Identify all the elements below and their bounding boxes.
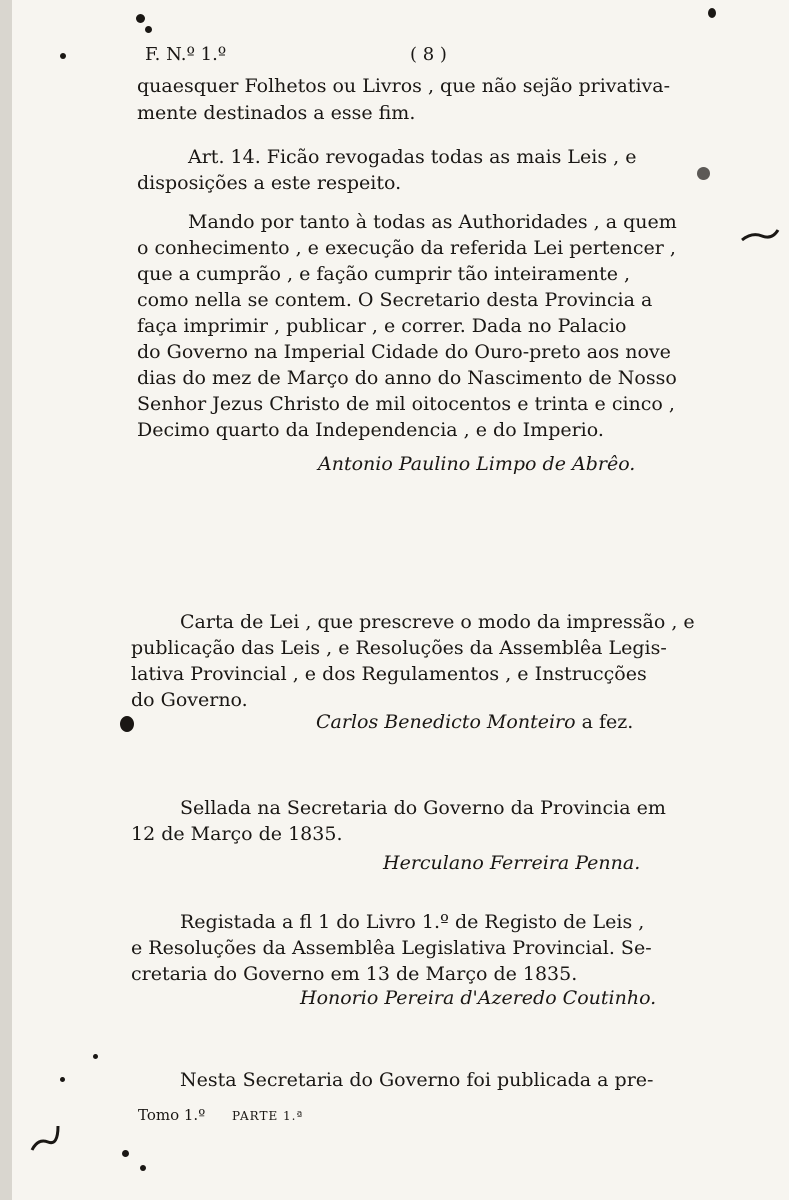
intro-line-1: quaesquer Folhetos ou Livros , que não sejão privativa- xyxy=(137,75,671,97)
mando-line-5: faça imprimir , publicar , e correr. Dada no Palacio xyxy=(137,315,627,337)
carta-line-1: Carta de Lei , que prescreve o modo da impressão , e xyxy=(180,611,695,633)
page-number: ( 8 ) xyxy=(410,44,447,65)
art14-line-2: disposições a este respeito. xyxy=(137,172,402,194)
mando-line-4: como nella se contem. O Secretario desta Provincia a xyxy=(137,289,653,311)
ink-spot xyxy=(136,14,145,23)
carta-line-2: publicação das Leis , e Resoluções da Assemblêa Legis- xyxy=(131,637,667,659)
ink-spot xyxy=(697,167,710,180)
intro-line-2: mente destinados a esse fim. xyxy=(137,102,416,124)
signature-antonio: Antonio Paulino Limpo de Abrêo. xyxy=(318,453,636,475)
ink-spot xyxy=(60,1077,65,1082)
nesta-line: Nesta Secretaria do Governo foi publicada a pre- xyxy=(180,1069,654,1091)
ink-spot xyxy=(708,8,716,18)
mando-line-8: Senhor Jezus Christo de mil oitocentos e trinta e cinco , xyxy=(137,393,675,415)
mando-line-7: dias do mez de Março do anno do Nascimento de Nosso xyxy=(137,367,677,389)
mando-line-1: Mando por tanto à todas as Authoridades , a quem xyxy=(188,211,677,233)
ink-spot xyxy=(140,1165,146,1171)
signature-carlos xyxy=(316,713,633,732)
page-edge-shadow xyxy=(0,0,12,1200)
carta-line-3: lativa Provincial , e dos Regulamentos , e Instrucções xyxy=(131,663,647,685)
registada-line-2: e Resoluções da Assemblêa Legislativa Provincial. Se- xyxy=(131,937,652,959)
sellada-line-2: 12 de Março de 1835. xyxy=(131,823,343,845)
mando-line-2: o conhecimento , e execução da referida Lei pertencer , xyxy=(137,237,676,259)
edge-smudge xyxy=(740,226,780,246)
footer-part: PARTE 1.ª xyxy=(232,1109,304,1123)
signature-honorio: Honorio Pereira d'Azeredo Coutinho. xyxy=(300,987,657,1009)
art14-line-1: Art. 14. Ficão revogadas todas as mais Leis , e xyxy=(188,146,637,168)
series-label: F. N.º 1.º xyxy=(145,44,227,65)
mando-line-9: Decimo quarto da Independencia , e do Imperio. xyxy=(137,419,604,441)
footer-volume: Tomo 1.º xyxy=(138,1106,206,1124)
registada-line-3: cretaria do Governo em 13 de Março de 1835. xyxy=(131,963,578,985)
sellada-line-1: Sellada na Secretaria do Governo da Provincia em xyxy=(180,797,666,819)
ink-spot xyxy=(120,716,134,732)
registada-line-1: Registada a fl 1 do Livro 1.º de Registo de Leis , xyxy=(180,911,645,933)
ink-spot xyxy=(145,26,152,33)
ink-spot xyxy=(93,1054,98,1059)
ink-spot xyxy=(122,1150,129,1157)
signature-herculano: Herculano Ferreira Penna. xyxy=(383,852,641,874)
corner-smudge xyxy=(28,1120,62,1156)
ink-spot xyxy=(60,53,66,59)
mando-line-6: do Governo na Imperial Cidade do Ouro-preto aos nove xyxy=(137,341,671,363)
carta-line-4: do Governo. xyxy=(131,689,248,711)
signature-carlos-suffix: a fez. xyxy=(575,711,634,733)
signature-carlos-name: Carlos Benedicto Monteiro xyxy=(316,711,576,733)
mando-line-3: que a cumprão , e fação cumprir tão inteiramente , xyxy=(137,263,631,285)
